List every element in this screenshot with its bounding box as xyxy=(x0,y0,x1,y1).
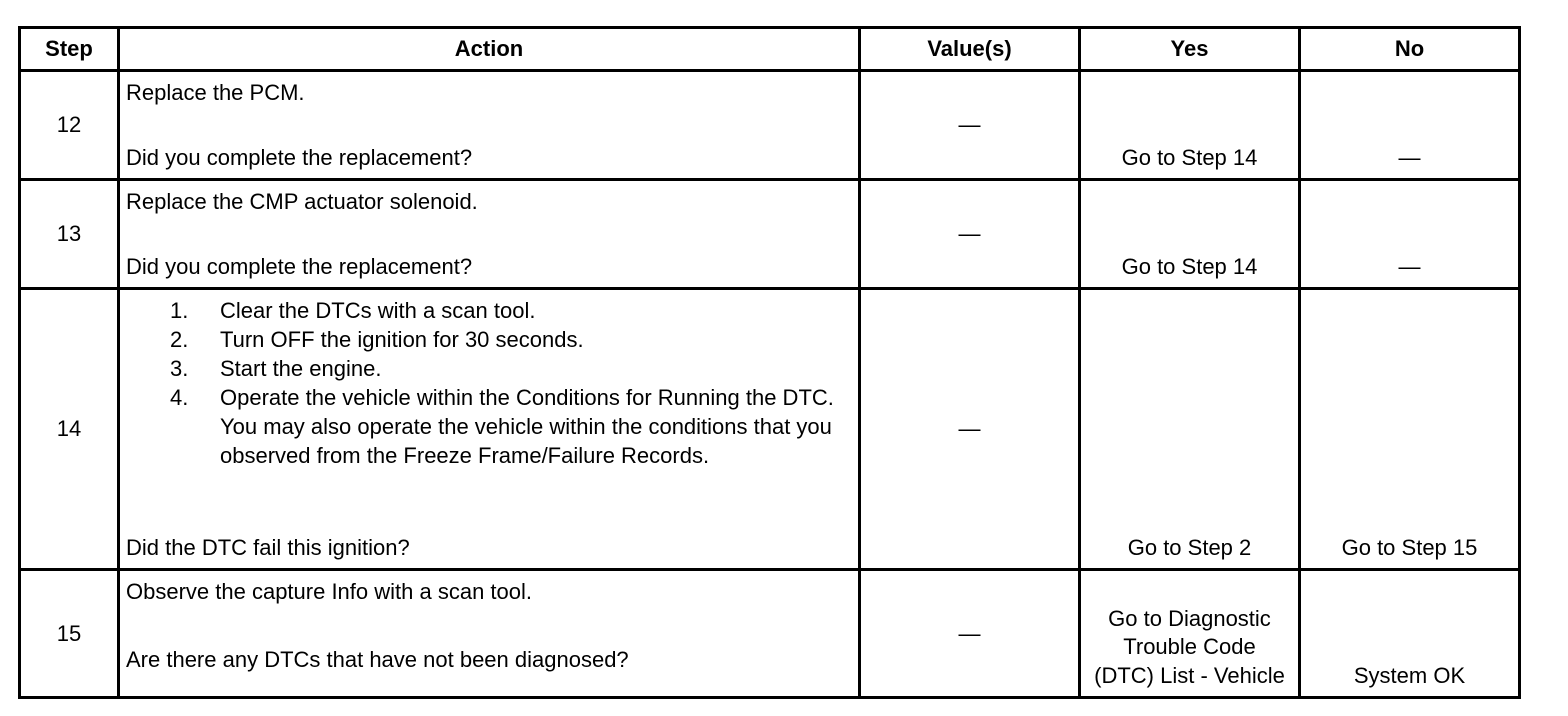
yes-cell xyxy=(1080,180,1300,289)
table-row xyxy=(20,289,1520,570)
yes-result: Go to Step 14 xyxy=(1121,254,1258,279)
value-cell: — xyxy=(860,570,1080,698)
yes-cell xyxy=(1080,289,1300,570)
yes-cell xyxy=(1080,570,1300,698)
action-steps xyxy=(120,296,838,470)
step-number: 13 xyxy=(20,180,119,289)
list-item: 4. Operate the vehicle within the Conditions for Running the DTC. You may also operate the vehicle within the conditions that you observed from the Freeze Frame/Failure Records. xyxy=(170,385,834,468)
action-text: Observe the capture Info with a scan tool. xyxy=(126,579,533,604)
header-row xyxy=(20,28,1520,71)
action-text: Replace the PCM. xyxy=(126,80,305,105)
header-step: Step xyxy=(20,28,119,71)
action-question: Did you complete the replacement? xyxy=(126,254,473,279)
no-cell xyxy=(1300,71,1520,180)
no-result: — xyxy=(1398,145,1421,170)
table-row xyxy=(20,71,1520,180)
action-question: Did you complete the replacement? xyxy=(126,145,473,170)
no-result: Go to Step 15 xyxy=(1341,535,1478,560)
action-cell xyxy=(119,570,860,698)
table-row xyxy=(20,570,1520,698)
action-question: Did the DTC fail this ignition? xyxy=(126,535,410,560)
step-number: 15 xyxy=(20,570,119,698)
no-result: System OK xyxy=(1353,663,1466,688)
action-question: Are there any DTCs that have not been diagnosed? xyxy=(126,647,629,672)
action-text: Replace the CMP actuator solenoid. xyxy=(126,189,478,214)
header-action: Action xyxy=(119,28,860,71)
header-no: No xyxy=(1300,28,1520,71)
list-item: 2. Turn OFF the ignition for 30 seconds. xyxy=(170,327,584,352)
header-yes: Yes xyxy=(1080,28,1300,71)
value-cell: — xyxy=(860,180,1080,289)
header-values: Value(s) xyxy=(860,28,1080,71)
value-cell: — xyxy=(860,71,1080,180)
list-item: 3. Start the engine. xyxy=(170,356,382,381)
list-item: 1. Clear the DTCs with a scan tool. xyxy=(170,298,536,323)
yes-result: Go to Diagnostic Trouble Code (DTC) List - Vehicle xyxy=(1094,605,1285,688)
no-cell xyxy=(1300,570,1520,698)
no-result: — xyxy=(1398,254,1421,279)
numbered-steps xyxy=(120,296,838,470)
yes-result: Go to Step 14 xyxy=(1121,145,1258,170)
table-row xyxy=(20,180,1520,289)
no-cell xyxy=(1300,289,1520,570)
step-number: 12 xyxy=(20,71,119,180)
yes-result: Go to Step 2 xyxy=(1127,535,1252,560)
no-cell xyxy=(1300,180,1520,289)
value-cell: — xyxy=(860,289,1080,570)
yes-cell xyxy=(1080,71,1300,180)
action-cell xyxy=(119,289,860,570)
diagnostic-table xyxy=(18,26,1521,699)
step-number: 14 xyxy=(20,289,119,570)
action-cell xyxy=(119,71,860,180)
action-cell xyxy=(119,180,860,289)
